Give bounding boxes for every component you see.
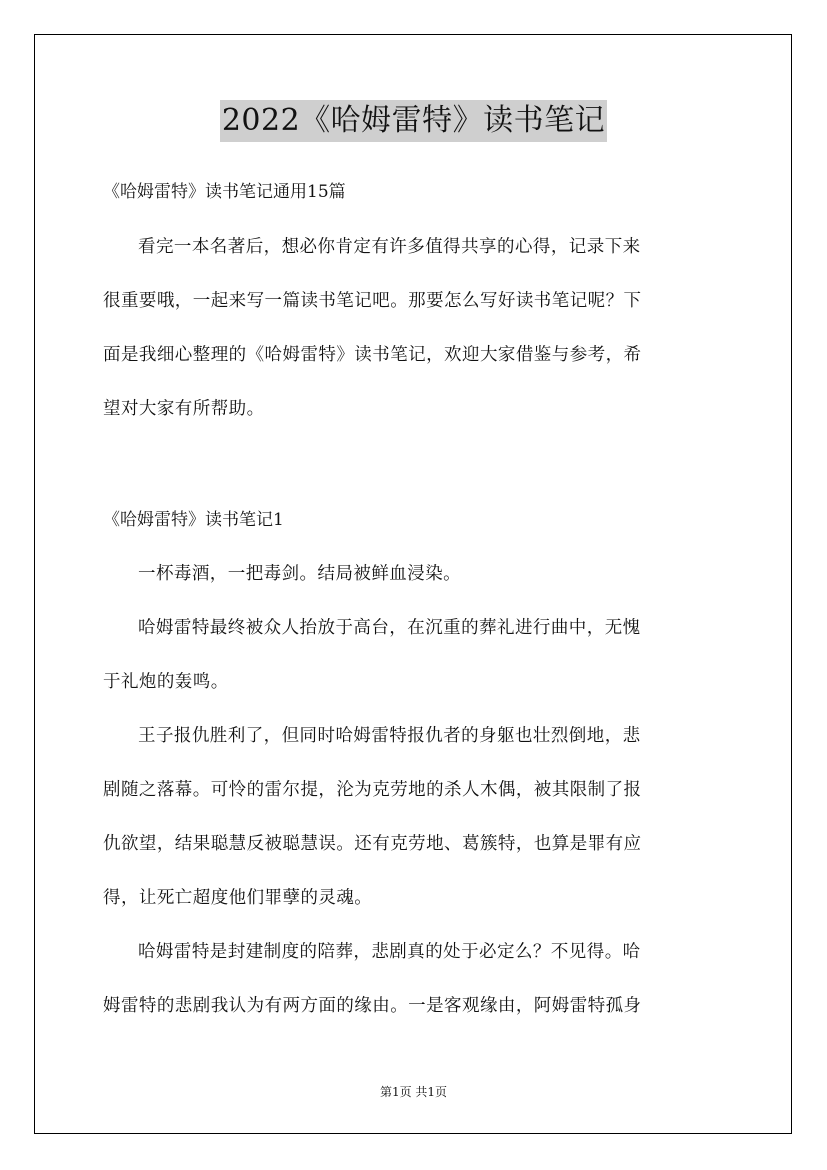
- intro-paragraph: [103, 220, 725, 436]
- intro-line: 望对大家有所帮助。: [103, 399, 265, 419]
- body-line: 于礼炮的轰鸣。: [103, 672, 229, 692]
- body-line: 哈姆雷特最终被众人抬放于高台，在沉重的葬礼进行曲中，无愧: [138, 618, 641, 638]
- intro-line: 面是我细心整理的《哈姆雷特》读书笔记，欢迎大家借鉴与参考，希: [103, 345, 642, 365]
- page-footer: 第1页 共1页: [379, 1085, 448, 1099]
- body-line: 剧随之落幕。可怜的雷尔提，沦为克劳地的杀人木偶，被其限制了报: [103, 780, 642, 800]
- intro-line: 很重要哦，一起来写一篇读书笔记吧。那要怎么写好读书笔记呢？下: [103, 291, 642, 311]
- body-line: 得，让死亡超度他们罪孽的灵魂。: [103, 888, 373, 908]
- body-line: 王子报仇胜利了，但同时哈姆雷特报仇者的身躯也壮烈倒地，悲: [138, 726, 641, 746]
- body-line: 哈姆雷特是封建制度的陪葬，悲剧真的处于必定么？不见得。哈: [138, 942, 641, 962]
- body-line: 一杯毒酒，一把毒剑。结局被鲜血浸染。: [138, 564, 462, 584]
- title-container: [0, 100, 827, 142]
- document-subtitle: 《哈姆雷特》读书笔记通用15篇: [103, 182, 346, 202]
- section-body: [103, 547, 725, 1033]
- body-line: 姆雷特的悲剧我认为有两方面的缘由。一是客观缘由，阿姆雷特孤身: [103, 996, 642, 1016]
- section-heading: 《哈姆雷特》读书笔记1: [103, 510, 284, 530]
- document-title: 2022《哈姆雷特》读书笔记: [220, 100, 607, 142]
- body-line: 仇欲望，结果聪慧反被聪慧误。还有克劳地、葛簇特，也算是罪有应: [103, 834, 642, 854]
- intro-line: 看完一本名著后，想必你肯定有许多值得共享的心得，记录下来: [138, 237, 641, 257]
